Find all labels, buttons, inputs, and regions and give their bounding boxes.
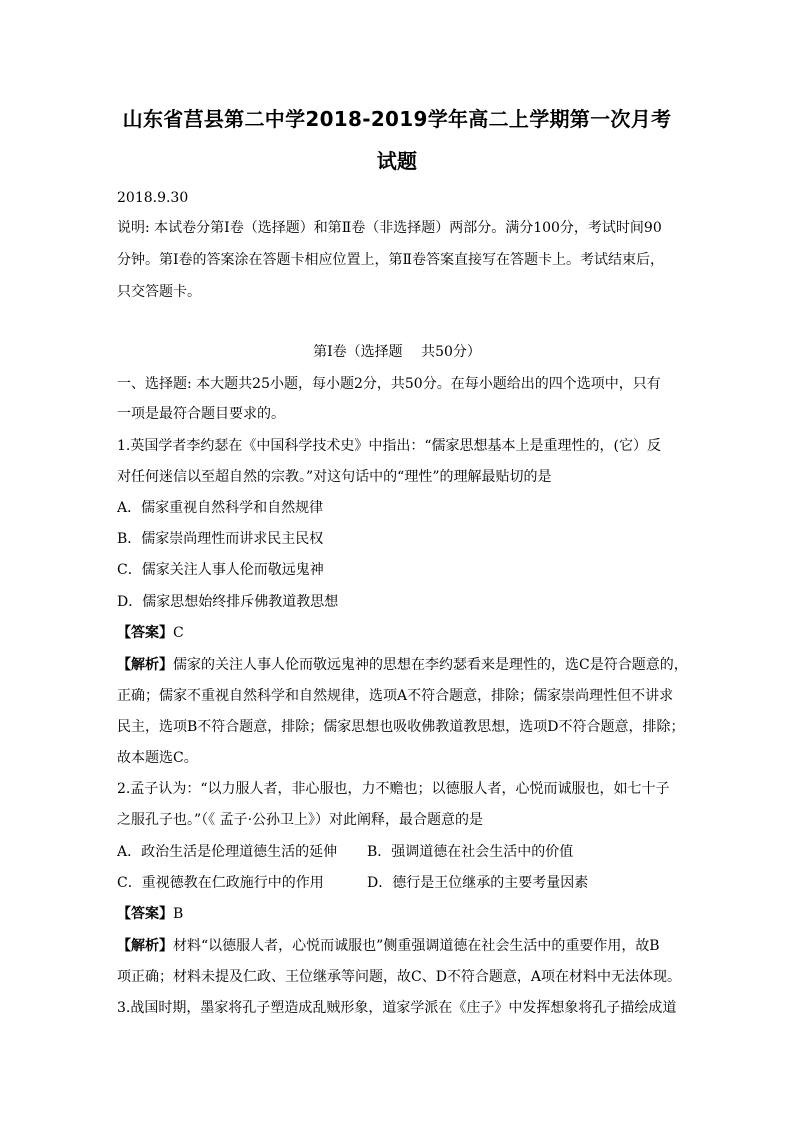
question-2-option-b: B．强调道德在社会生活中的价值: [367, 844, 574, 860]
document-title-continued: 试题: [376, 149, 418, 173]
question-2-analysis-line: 项正确；材料未提及仁政、王位继承等问题，故C、D不符合题意，A项在材料中无法体现。: [117, 969, 682, 985]
question-1-option-d: D．儒家思想始终排斥佛教道教思想: [117, 594, 339, 610]
analysis-label: 【解析】: [117, 938, 173, 954]
question-2-analysis: [117, 936, 660, 956]
analysis-label: 【解析】: [117, 657, 173, 673]
question-2-answer: [117, 904, 183, 924]
question-2-option-c: C．重视德教在仁政施行中的作用: [117, 875, 324, 891]
question-1-stem: 1.英国学者李约瑟在《中国科学技术史》中指出：“儒家思想基本上是重理性的，(它）反: [117, 438, 661, 454]
question-3-stem: 3.战国时期，墨家将孔子塑造成乱贼形象，道家学派在《庄子》中发挥想象将孔子描绘成道: [117, 1000, 677, 1016]
question-1-option-b: B．儒家崇尚理性而讲求民主民权: [117, 531, 324, 547]
answer-value: C: [173, 625, 184, 641]
question-1-stem: 对任何迷信以至超自然的宗教。”对这句话中的“理性”的理解最贴切的是: [117, 469, 552, 485]
document-title: 山东省莒县第二中学2018-2019学年高二上学期第一次月考: [122, 107, 672, 131]
answer-label: 【答案】: [117, 625, 173, 641]
question-2-stem: 之服孔子也。”（《 孟子·公孙卫上》）对此阐释，最合题意的是: [117, 812, 484, 828]
instructions-line: 只交答题卡。: [117, 284, 201, 300]
question-1-answer: [117, 623, 184, 643]
section-intro-line: 一、选择题: 本大题共25小题，每小题2分，共50分。在每小题给出的四个选项中，只有: [117, 376, 661, 392]
question-1-analysis: [117, 655, 688, 675]
instructions-line: 分钟。第Ⅰ卷的答案涂在答题卡相应位置上，第Ⅱ卷答案直接写在答题卡上。考试结束后，: [117, 252, 665, 268]
question-1-analysis-line: 民主，选项B不符合题意，排除；儒家思想也吸收佛教道教思想，选项D不符合题意，排除；: [117, 719, 685, 735]
question-1-option-a: A．儒家重视自然科学和自然规律: [117, 500, 324, 516]
question-2-option-d: D．德行是王位继承的主要考量因素: [367, 875, 589, 891]
answer-label: 【答案】: [117, 906, 173, 922]
question-1-analysis-line: 正确；儒家不重视自然科学和自然规律，选项A不符合题意，排除；儒家崇尚理性但不讲求: [117, 688, 674, 704]
section-heading: 第Ⅰ卷（选择题 共50分）: [313, 344, 481, 360]
answer-value: B: [173, 906, 184, 922]
exam-date: 2018.9.30: [117, 190, 189, 206]
section-intro-line: 一项是最符合题目要求的。: [117, 406, 285, 422]
analysis-text: 材料“以德服人者，心悦而诚服也”侧重强调道德在社会生活中的重要作用，故B: [173, 938, 660, 954]
analysis-text: 儒家的关注人事人伦而敬远鬼神的思想在李约瑟看来是理性的，选C是符合题意的，: [173, 657, 688, 673]
question-2-stem: 2.孟子认为：“以力服人者，非心服也，力不赡也；以德服人者，心悦而诚服也，如七十子: [117, 781, 670, 797]
question-1-option-c: C．儒家关注人事人伦而敬远鬼神: [117, 562, 324, 578]
question-2-option-a: A．政治生活是伦理道德生活的延伸: [117, 844, 338, 860]
instructions-line: 说明: 本试卷分第Ⅰ卷（选择题）和第Ⅱ卷（非选择题）两部分。满分100分，考试时间90: [117, 220, 662, 236]
question-1-analysis-line: 故本题选C。: [117, 750, 198, 766]
